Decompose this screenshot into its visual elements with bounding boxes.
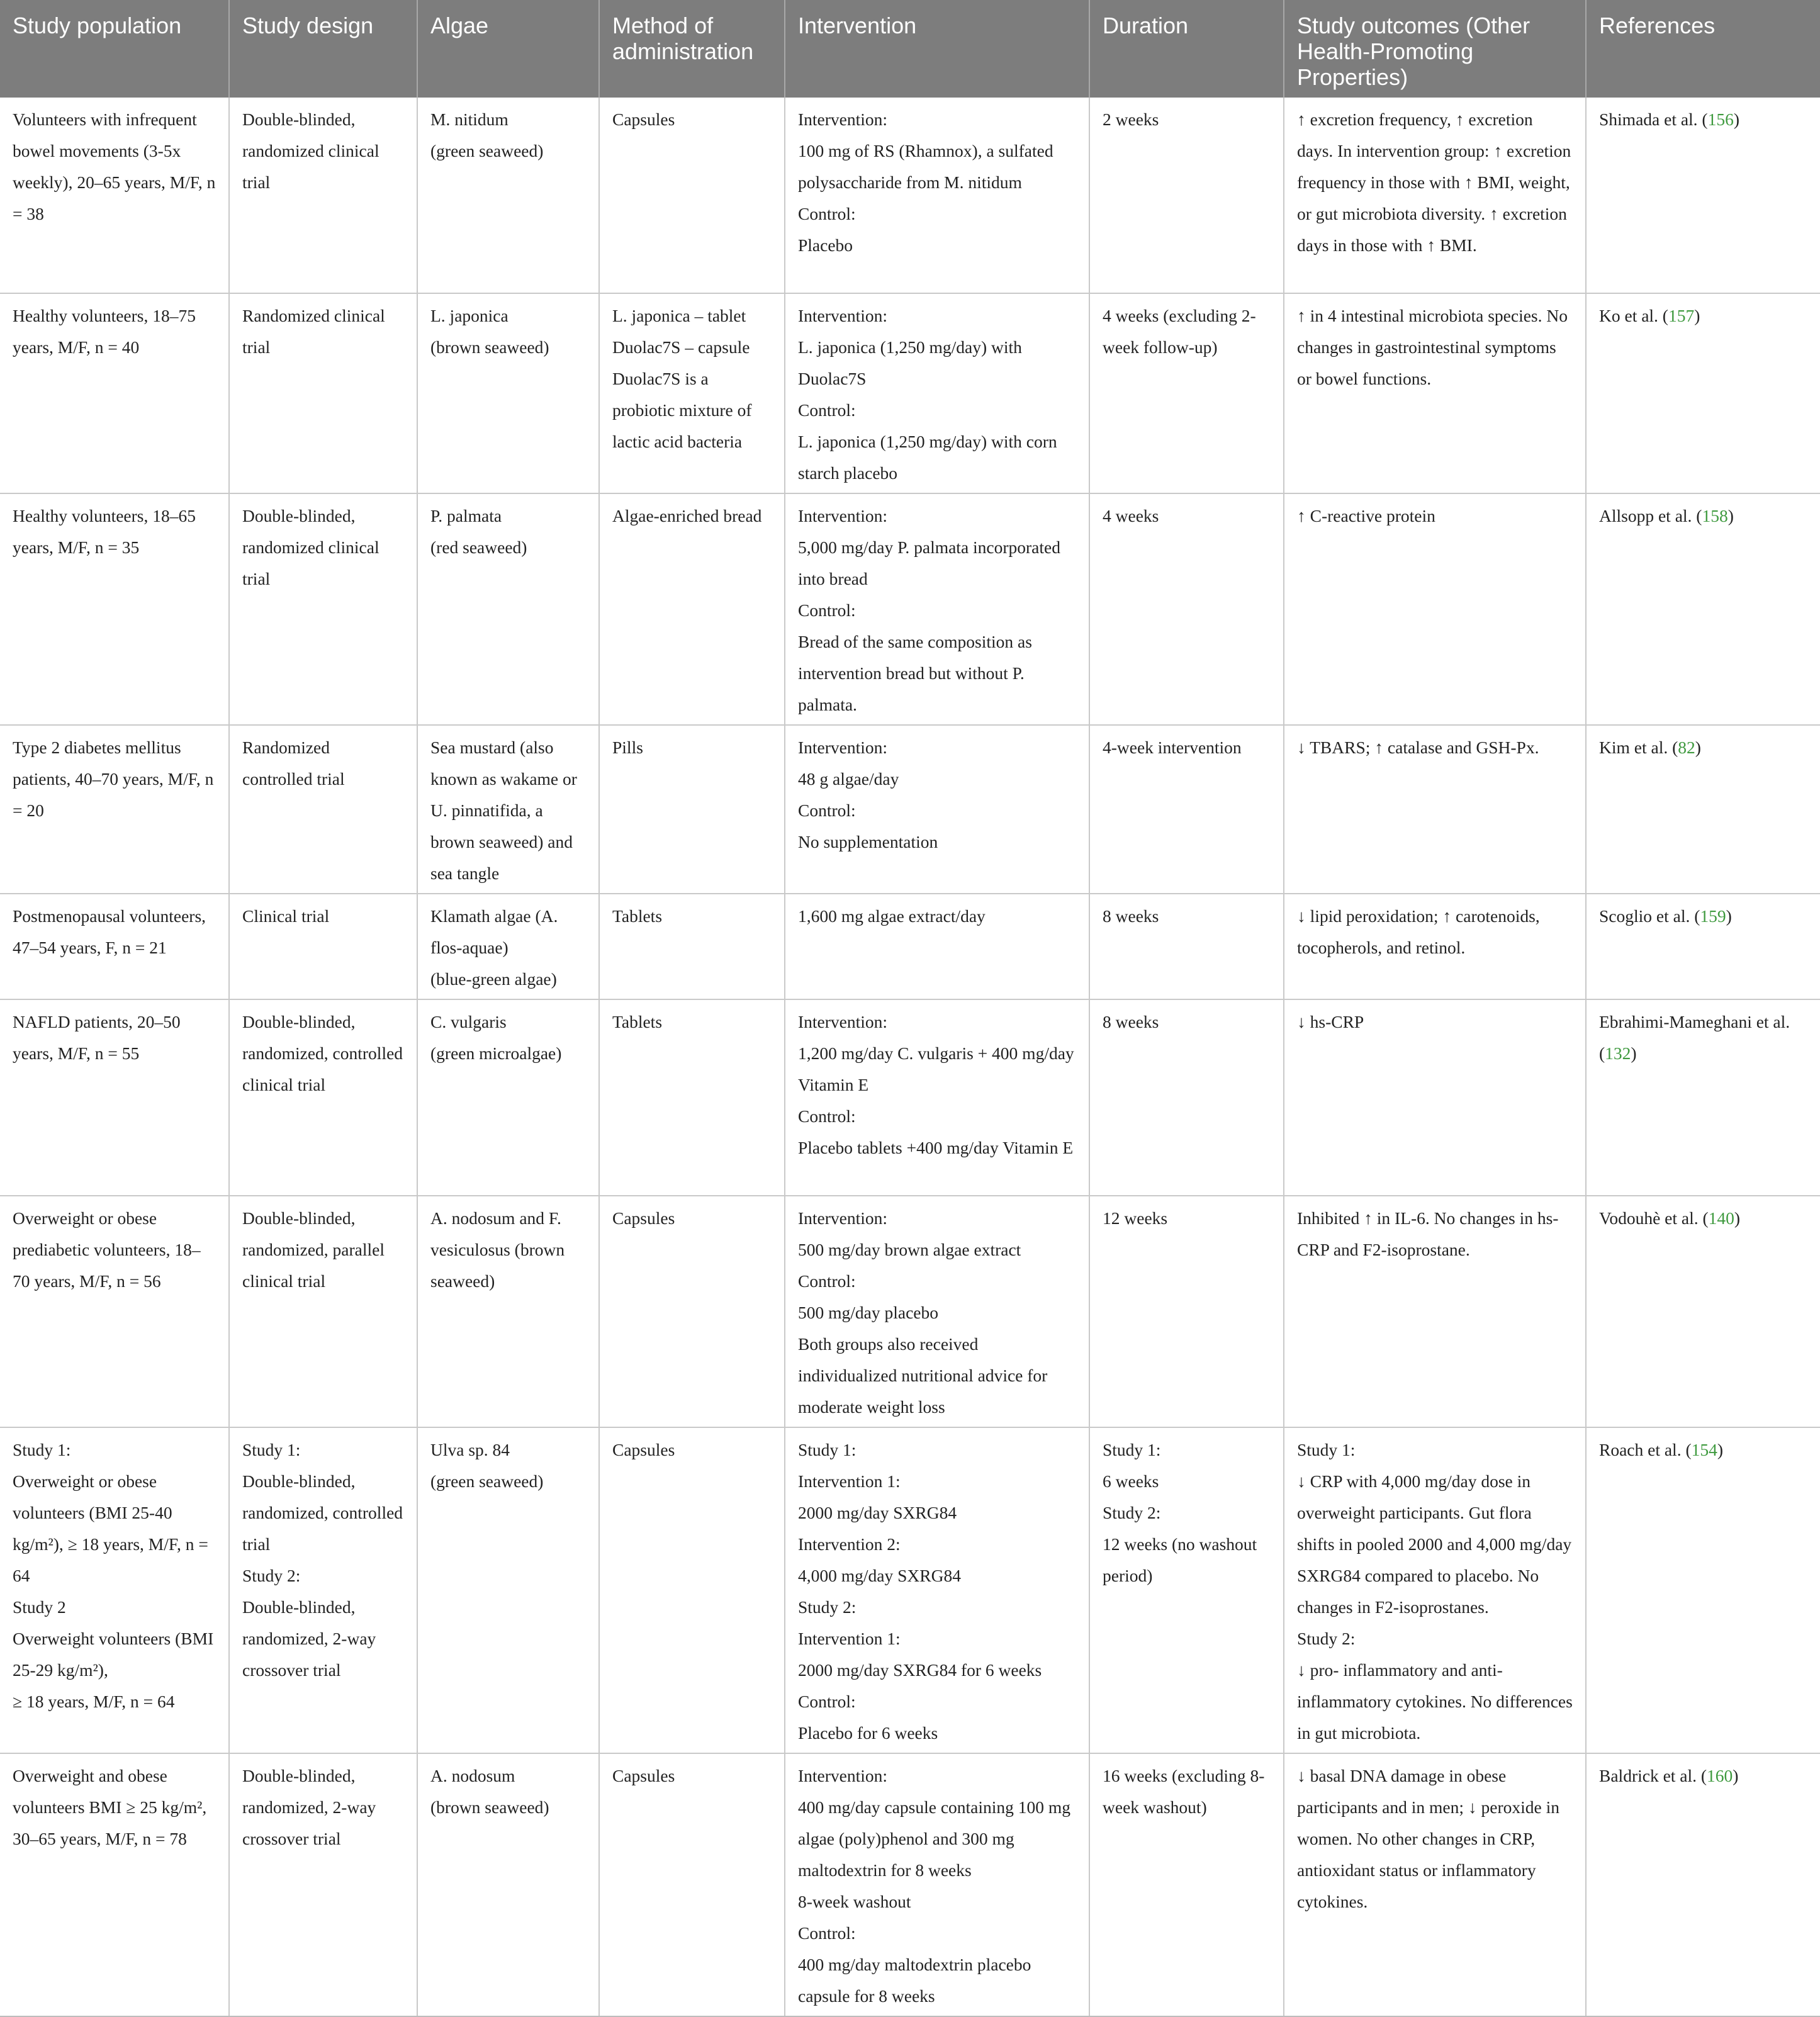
cell-design: Randomized clinical trial: [229, 293, 417, 493]
cell-reference: [1586, 293, 1820, 493]
header-method-of-administration: Method of administration: [599, 0, 785, 98]
reference-close: ): [1733, 110, 1740, 129]
reference-text: Scoglio et al. (: [1599, 906, 1700, 926]
reference-link[interactable]: 159: [1700, 906, 1726, 926]
reference-text: Kim et al. (: [1599, 738, 1678, 757]
cell-population: Volunteers with infrequent bowel movements (3-5x weekly), 20–65 years, M/F, n = 38: [0, 98, 229, 293]
cell-method: L. japonica – tablet Duolac7S – capsule Duolac7S is a probiotic mixture of lactic acid bacteria: [599, 293, 785, 493]
cell-intervention: Intervention: L. japonica (1,250 mg/day) with Duolac7S Control: L. japonica (1,250 mg/day) with corn starch placebo: [785, 293, 1089, 493]
reference-close: ): [1733, 1766, 1739, 1785]
reference-link[interactable]: 140: [1708, 1208, 1734, 1228]
cell-intervention: 1,600 mg algae extract/day: [785, 894, 1089, 999]
cell-design: Clinical trial: [229, 894, 417, 999]
reference-close: ): [1631, 1043, 1637, 1063]
reference-link[interactable]: 160: [1707, 1766, 1733, 1785]
reference-text: Shimada et al. (: [1599, 110, 1708, 129]
table-row: [0, 1427, 1820, 1753]
cell-population: Type 2 diabetes mellitus patients, 40–70 years, M/F, n = 20: [0, 725, 229, 894]
cell-reference: [1586, 725, 1820, 894]
cell-population: Healthy volunteers, 18–65 years, M/F, n = 35: [0, 493, 229, 725]
reference-link[interactable]: 156: [1707, 110, 1734, 129]
cell-population: NAFLD patients, 20–50 years, M/F, n = 55: [0, 999, 229, 1196]
table-row: [0, 293, 1820, 493]
cell-design: Double-blinded, randomized, controlled clinical trial: [229, 999, 417, 1196]
reference-text: Ko et al. (: [1599, 306, 1668, 325]
table-row: [0, 894, 1820, 999]
header-algae: Algae: [417, 0, 599, 98]
cell-outcomes: ↓ lipid peroxidation; ↑ carotenoids, tocopherols, and retinol.: [1284, 894, 1586, 999]
table-row: [0, 98, 1820, 293]
reference-close: ): [1694, 306, 1700, 325]
cell-duration: Study 1: 6 weeks Study 2: 12 weeks (no washout period): [1089, 1427, 1284, 1753]
cell-method: Algae-enriched bread: [599, 493, 785, 725]
cell-intervention: Intervention: 48 g algae/day Control: No supplementation: [785, 725, 1089, 894]
cell-method: Capsules: [599, 1196, 785, 1427]
cell-reference: [1586, 894, 1820, 999]
cell-population: Overweight and obese volunteers BMI ≥ 25 kg/m², 30–65 years, M/F, n = 78: [0, 1753, 229, 2016]
table-row: [0, 725, 1820, 894]
reference-text: Ebrahimi-Mameghani et al. (: [1599, 1012, 1790, 1063]
cell-duration: 4 weeks: [1089, 493, 1284, 725]
cell-design: Study 1: Double-blinded, randomized, controlled trial Study 2: Double-blinded, randomized, 2-way crossover trial: [229, 1427, 417, 1753]
reference-link[interactable]: 157: [1668, 306, 1695, 325]
cell-outcomes: ↓ hs-CRP: [1284, 999, 1586, 1196]
cell-outcomes: ↑ excretion frequency, ↑ excretion days. In intervention group: ↑ excretion frequency in those with ↑ BMI, weight, or gut microbiota diversity. ↑ excretion days in those with ↑ BMI.: [1284, 98, 1586, 293]
cell-design: Randomized controlled trial: [229, 725, 417, 894]
table-row: [0, 1753, 1820, 2016]
cell-algae: A. nodosum (brown seaweed): [417, 1753, 599, 2016]
cell-intervention: Intervention: 1,200 mg/day C. vulgaris + 400 mg/day Vitamin E Control: Placebo tablets +400 mg/day Vitamin E: [785, 999, 1089, 1196]
reference-link[interactable]: 158: [1702, 506, 1728, 525]
cell-method: Tablets: [599, 999, 785, 1196]
cell-algae: L. japonica (brown seaweed): [417, 293, 599, 493]
header-study-population: Study population: [0, 0, 229, 98]
cell-reference: [1586, 999, 1820, 1196]
header-study-design: Study design: [229, 0, 417, 98]
reference-close: ): [1695, 738, 1701, 757]
cell-duration: 12 weeks: [1089, 1196, 1284, 1427]
cell-algae: A. nodosum and F. vesiculosus (brown seaweed): [417, 1196, 599, 1427]
cell-algae: Klamath algae (A. flos-aquae) (blue-green algae): [417, 894, 599, 999]
header-study-outcomes: Study outcomes (Other Health-Promoting Properties): [1284, 0, 1586, 98]
reference-link[interactable]: 82: [1678, 738, 1695, 757]
reference-text: Roach et al. (: [1599, 1440, 1692, 1459]
cell-outcomes: ↑ C-reactive protein: [1284, 493, 1586, 725]
cell-outcomes: ↑ in 4 intestinal microbiota species. No changes in gastrointestinal symptoms or bowel functions.: [1284, 293, 1586, 493]
cell-method: Capsules: [599, 98, 785, 293]
cell-algae: C. vulgaris (green microalgae): [417, 999, 599, 1196]
cell-duration: 4 weeks (excluding 2-week follow-up): [1089, 293, 1284, 493]
cell-algae: Sea mustard (also known as wakame or U. pinnatifida, a brown seaweed) and sea tangle: [417, 725, 599, 894]
cell-algae: Ulva sp. 84 (green seaweed): [417, 1427, 599, 1753]
table-header-row: [0, 0, 1820, 98]
cell-outcomes: Study 1: ↓ CRP with 4,000 mg/day dose in overweight participants. Gut flora shifts in pooled 2000 and 4,000 mg/day SXRG84 compared to placebo. No changes in F2-isoprostanes. Study 2: ↓ pro- inflammatory and anti-inflammatory cytokines. No differences in gut microbiota.: [1284, 1427, 1586, 1753]
reference-text: Vodouhè et al. (: [1599, 1208, 1709, 1228]
cell-duration: 4-week intervention: [1089, 725, 1284, 894]
reference-link[interactable]: 132: [1605, 1043, 1631, 1063]
cell-duration: 8 weeks: [1089, 999, 1284, 1196]
cell-intervention: Intervention: 100 mg of RS (Rhamnox), a sulfated polysaccharide from M. nitidum Control: Placebo: [785, 98, 1089, 293]
reference-close: ): [1727, 506, 1734, 525]
cell-design: Double-blinded, randomized clinical trial: [229, 493, 417, 725]
header-duration: Duration: [1089, 0, 1284, 98]
reference-link[interactable]: 154: [1691, 1440, 1717, 1459]
reference-close: ): [1726, 906, 1732, 926]
cell-outcomes: Inhibited ↑ in IL-6. No changes in hs-CRP and F2-isoprostane.: [1284, 1196, 1586, 1427]
cell-design: Double-blinded, randomized clinical trial: [229, 98, 417, 293]
cell-reference: [1586, 98, 1820, 293]
table-row: [0, 1196, 1820, 1427]
cell-method: Capsules: [599, 1753, 785, 2016]
cell-method: Capsules: [599, 1427, 785, 1753]
cell-outcomes: ↓ TBARS; ↑ catalase and GSH-Px.: [1284, 725, 1586, 894]
header-references: References: [1586, 0, 1820, 98]
reference-text: Allsopp et al. (: [1599, 506, 1702, 525]
cell-method: Tablets: [599, 894, 785, 999]
cell-design: Double-blinded, randomized, 2-way crossover trial: [229, 1753, 417, 2016]
cell-population: Postmenopausal volunteers, 47–54 years, F, n = 21: [0, 894, 229, 999]
cell-population: Overweight or obese prediabetic volunteers, 18–70 years, M/F, n = 56: [0, 1196, 229, 1427]
table-row: [0, 493, 1820, 725]
cell-duration: 2 weeks: [1089, 98, 1284, 293]
cell-intervention: Intervention: 400 mg/day capsule containing 100 mg algae (poly)phenol and 300 mg maltodextrin for 8 weeks 8-week washout Control: 400 mg/day maltodextrin placebo capsule for 8 weeks: [785, 1753, 1089, 2016]
cell-duration: 8 weeks: [1089, 894, 1284, 999]
cell-population: Study 1: Overweight or obese volunteers (BMI 25-40 kg/m²), ≥ 18 years, M/F, n = 64 Study 2 Overweight volunteers (BMI 25-29 kg/m²), ≥ 18 years, M/F, n = 64: [0, 1427, 229, 1753]
cell-outcomes: ↓ basal DNA damage in obese participants and in men; ↓ peroxide in women. No other changes in CRP, antioxidant status or inflammatory cytokines.: [1284, 1753, 1586, 2016]
cell-intervention: Intervention: 5,000 mg/day P. palmata incorporated into bread Control: Bread of the same composition as intervention bread but without P. palmata.: [785, 493, 1089, 725]
cell-reference: [1586, 1753, 1820, 2016]
cell-algae: P. palmata (red seaweed): [417, 493, 599, 725]
table-row: [0, 999, 1820, 1196]
cell-method: Pills: [599, 725, 785, 894]
cell-reference: [1586, 493, 1820, 725]
cell-algae: M. nitidum (green seaweed): [417, 98, 599, 293]
header-intervention: Intervention: [785, 0, 1089, 98]
cell-duration: 16 weeks (excluding 8-week washout): [1089, 1753, 1284, 2016]
cell-intervention: Intervention: 500 mg/day brown algae extract Control: 500 mg/day placebo Both groups also received individualized nutritional advice for moderate weight loss: [785, 1196, 1089, 1427]
cell-design: Double-blinded, randomized, parallel clinical trial: [229, 1196, 417, 1427]
cell-reference: [1586, 1427, 1820, 1753]
reference-text: Baldrick et al. (: [1599, 1766, 1707, 1785]
cell-population: Healthy volunteers, 18–75 years, M/F, n = 40: [0, 293, 229, 493]
reference-close: ): [1734, 1208, 1741, 1228]
cell-intervention: Study 1: Intervention 1: 2000 mg/day SXRG84 Intervention 2: 4,000 mg/day SXRG84 Study 2: Intervention 1: 2000 mg/day SXRG84 for 6 weeks Control: Placebo for 6 weeks: [785, 1427, 1089, 1753]
cell-reference: [1586, 1196, 1820, 1427]
reference-close: ): [1717, 1440, 1724, 1459]
